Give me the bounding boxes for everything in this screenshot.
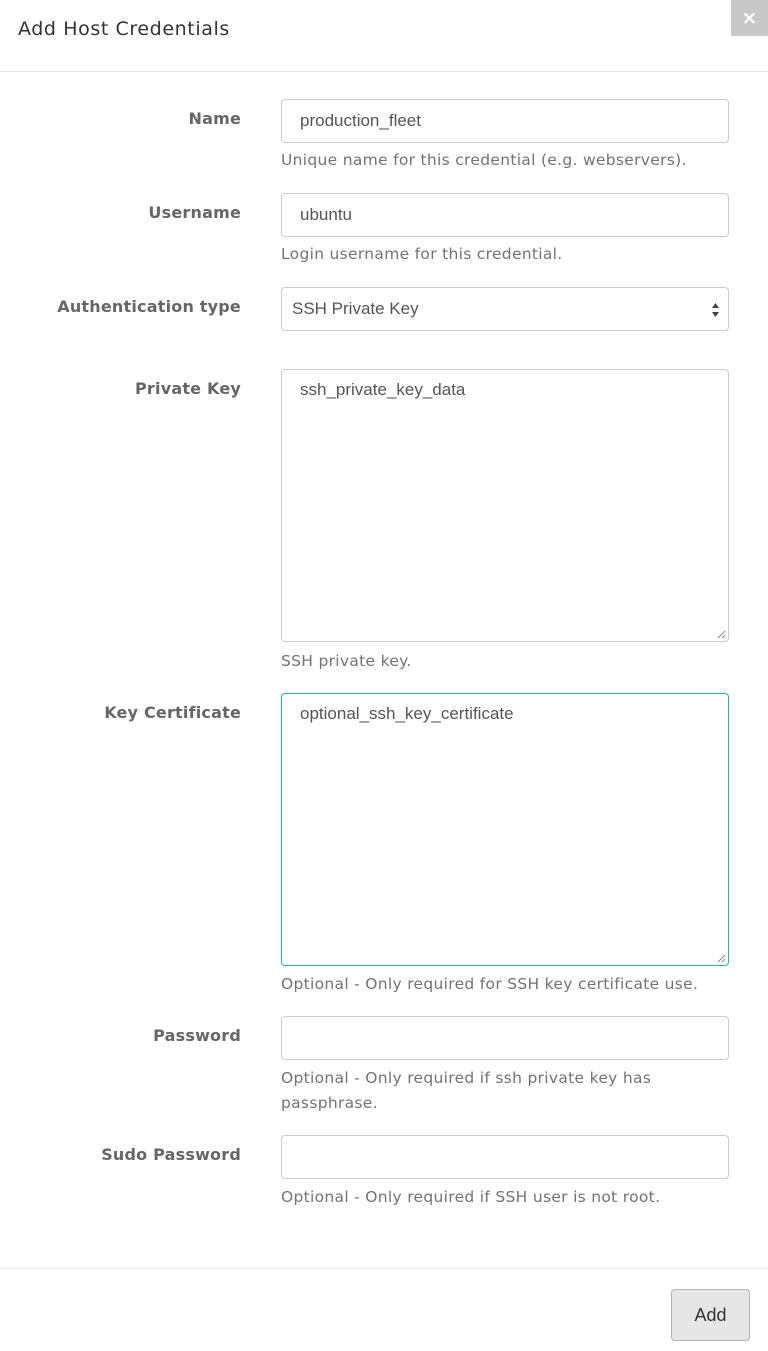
name-help: Unique name for this credential (e.g. webservers). xyxy=(281,151,687,169)
resize-grip-icon[interactable] xyxy=(716,629,726,639)
key-certificate-value: optional_ssh_key_certificate xyxy=(300,704,514,723)
auth-type-selected: SSH Private Key xyxy=(292,299,419,318)
private-key-textarea[interactable] xyxy=(281,369,729,642)
sudo-password-input[interactable] xyxy=(281,1135,729,1179)
close-button[interactable] xyxy=(731,0,768,36)
key-certificate-help: Optional - Only required for SSH key certificate use. xyxy=(281,975,699,993)
key-certificate-label: Key Certificate xyxy=(104,703,241,722)
name-input[interactable] xyxy=(281,99,729,143)
private-key-value: ssh_private_key_data xyxy=(300,380,466,399)
add-button[interactable]: Add xyxy=(671,1289,750,1341)
sudo-password-label: Sudo Password xyxy=(101,1145,241,1164)
select-arrows-icon xyxy=(711,301,720,319)
username-input-value: ubuntu xyxy=(300,205,352,224)
name-input-value: production_fleet xyxy=(300,111,421,130)
auth-type-select[interactable] xyxy=(281,287,729,331)
password-input[interactable] xyxy=(281,1016,729,1060)
modal-header xyxy=(0,0,768,72)
password-label: Password xyxy=(153,1026,241,1045)
close-icon: × xyxy=(741,7,758,29)
username-input[interactable] xyxy=(281,193,729,237)
auth-type-label: Authentication type xyxy=(57,297,241,316)
resize-grip-icon[interactable] xyxy=(716,953,726,963)
username-help: Login username for this credential. xyxy=(281,245,563,263)
name-label: Name xyxy=(188,109,241,128)
key-certificate-textarea[interactable] xyxy=(281,693,729,966)
username-label: Username xyxy=(148,203,241,222)
password-help: Optional - Only required if ssh private key has passphrase. xyxy=(281,1069,652,1112)
private-key-label: Private Key xyxy=(135,379,241,398)
sudo-password-help: Optional - Only required if SSH user is not root. xyxy=(281,1188,661,1206)
private-key-help: SSH private key. xyxy=(281,652,412,670)
modal-title: Add Host Credentials xyxy=(18,18,230,40)
modal-footer xyxy=(0,1268,768,1351)
